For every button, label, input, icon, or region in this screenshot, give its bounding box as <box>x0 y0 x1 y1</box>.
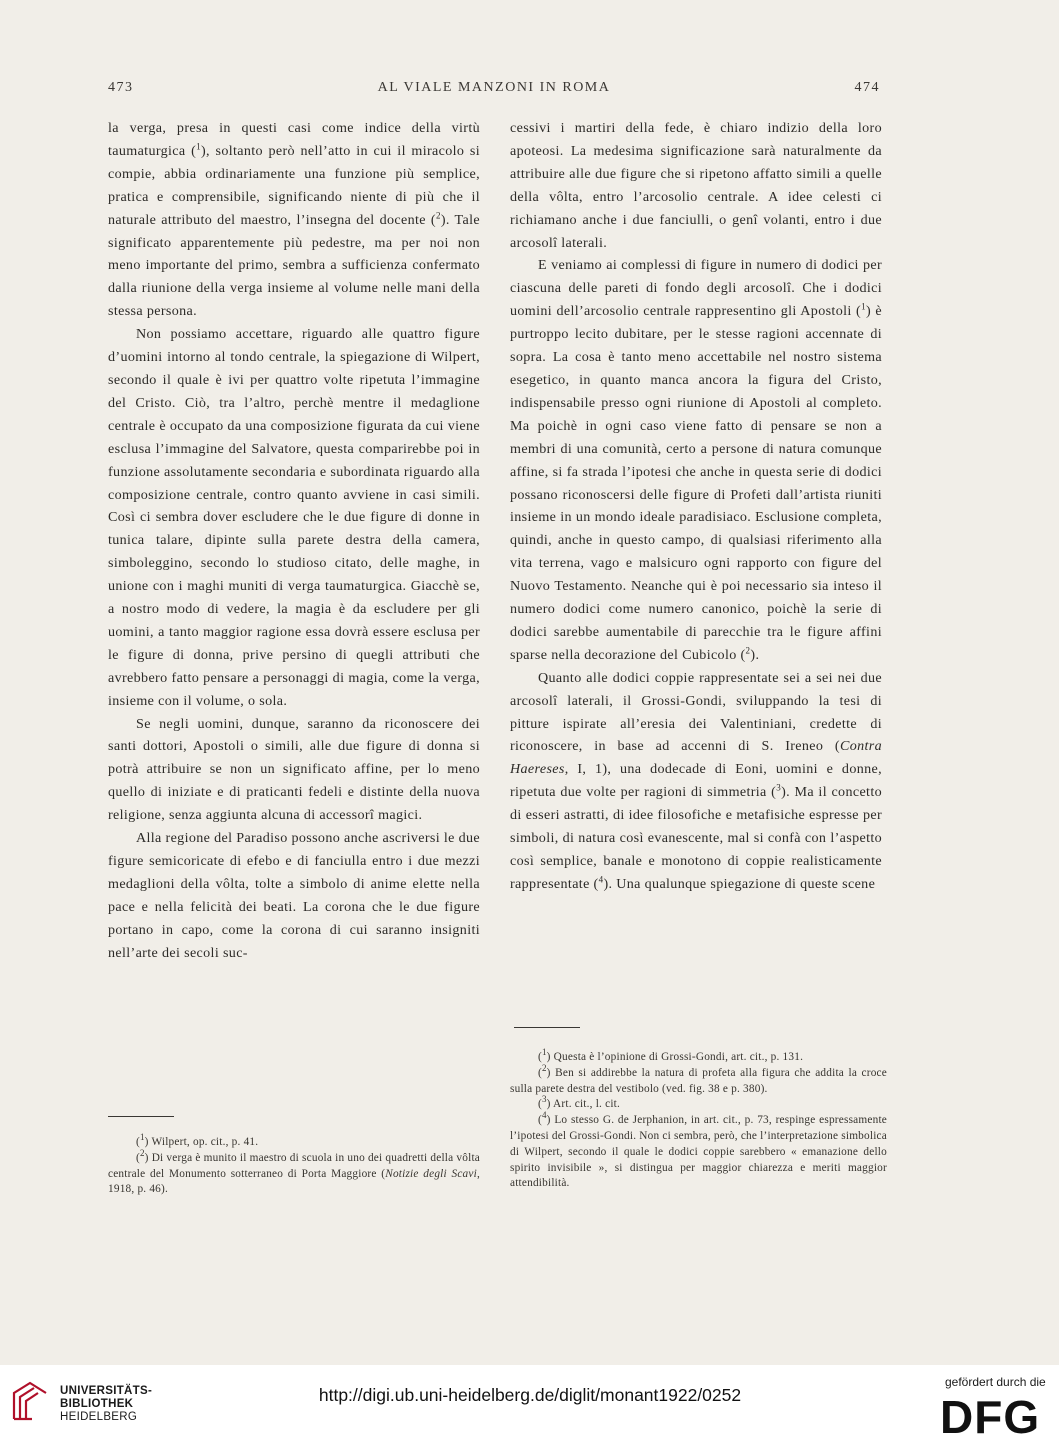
left-paragraph-1: la verga, presa in questi casi come indice della virtù taumaturgica ($^1$), soltanto però nell’atto in cui il miracolo si compie, abbia ordinariamente una funzione più semplice, pratica e comprensibile, significando niente di più che il naturale attributo del maestro, l’insegna del docente ($^2$). Tale significato apparentemente più pedestre, ma per noi non meno importante del primo, sembra a sufficienza confermato dalla riunione della verga insieme al volume nelle mani della stessa persona. <box>108 120 480 320</box>
footnote-divider <box>108 1116 174 1117</box>
dfg-logo-icon[interactable] <box>940 1393 1048 1437</box>
running-header <box>108 80 880 102</box>
right-footnotes <box>510 1047 887 1192</box>
footnote-divider <box>514 1027 580 1028</box>
running-title: AL VIALE MANZONI IN ROMA <box>377 80 611 95</box>
footnote-ref[interactable]: 3 <box>776 782 782 793</box>
right-paragraph-2: E veniamo ai complessi di figure in numero di dodici per ciascuna delle pareti di fondo degli arcosolî. Che i dodici uomini dell’arcosolio centrale rappresentino gli Apostoli ($^1$) è purtroppo lecito dubitare, per le stesse ragioni accennate di sopra. La cosa è tanto meno accettabile nel nostro sistema esegetico, in quanto manca ancora la figura del Cristo, indispensabile presso ogni riunione di Apostoli al completo. Ma poichè in ogni caso viene fatto di pensare se non a membri di una comunità, certo a persone di natura comunque affine, si fa strada l’ipotesi che anche in questa serie di dodici possano riconoscersi delle figure di Profeti dall’artista riuniti insieme in un mondo ideale paradisiaco. Esclusione completa, quindi, anche in questo campo, di qualsiasi riferimento alla vita terrena, vago e malsicuro ogni rapporto con figure del Nuovo Testamento. Neanche qui è poi necessario sia inteso il numero dodici come numero canonico, poichè la serie di dodici sarebbe aumentabile di parecchie tra le figure affini sparse nella decorazione del Cubicolo ($^2$). <box>510 257 882 663</box>
permalink-url[interactable]: http://digi.ub.uni-heidelberg.de/diglit/monant1922/0252 <box>318 1385 742 1405</box>
footnote-ref[interactable]: 1 <box>196 141 201 152</box>
left-paragraph-3: Se negli uomini, dunque, saranno da riconoscere dei santi dottori, Apostoli o simili, alle due figure di donna si potrà attribuire se non un significato affine, per lo meno quello di iniziate e di praticanti fedeli e distinte della nuova religione, senza aggiunta alcuna di accessorî magici. <box>108 715 480 824</box>
footnote-1: ($^1$) Questa è l’opinione di Grossi-Gondi, art. cit., p. 131. <box>538 1047 804 1063</box>
footnote-ref[interactable]: 2 <box>745 645 751 656</box>
library-name[interactable]: UNIVERSITÄTS- BIBLIOTHEK HEIDELBERG <box>60 1385 153 1423</box>
university-library-logo-icon[interactable] <box>8 1379 52 1423</box>
left-footnotes <box>108 1132 480 1198</box>
footnote-4: ($^4$) Lo stesso G. de Jerphanion, in art. cit., p. 73, respinge espressamente l’ipotesi del Grossi-Gondi. Non ci sembra, però, che l’interpretazione simbolica di Wilpert, secondo il quale le dodici coppie sarebbero « emanazione dello spirito invisibile », si distingua per maggior chiarezza e meriti maggior attendibilità. <box>510 1110 887 1190</box>
page-number-right: 474 <box>854 80 880 95</box>
right-paragraph-1: cessivi i martiri della fede, è chiaro indizio della loro apoteosi. La medesima significazione sarà naturalmente da attribuire alle due figure che si ripetono affatto simili a quelle della vôlta, entro l’arcosolio centrale. A idee celesti ci richiamano anche i due fanciulli, o genî volanti, entro i due arcosolî laterali. <box>510 120 882 251</box>
footnote-1: ($^1$) Wilpert, op. cit., p. 41. <box>136 1132 259 1148</box>
footnote-ref[interactable]: 4 <box>598 874 604 885</box>
left-column <box>108 117 480 965</box>
footnote-ref[interactable]: 1 <box>861 301 866 312</box>
page-number-left: 473 <box>108 80 134 95</box>
footnote-ref[interactable]: 2 <box>435 209 441 220</box>
left-paragraph-2: Non possiamo accettare, riguardo alle quattro figure d’uomini intorno al tondo centrale, la spiegazione di Wilpert, secondo il quale è ivi per quattro volte ripetuta l’immagine del Cristo. Ciò, tra l’altro, perchè mentre il medaglione centrale è occupato da una composizione figurata da cui viene esclusa l’immagine del Salvatore, questa comparirebbe poi in funzione assolutamente secondaria e subordinata riguardo alla composizione centrale, contro quanto avviene in casi simili. Così ci sembra dover escludere che le due figure di donne in tunica talare, dipinte sulla parete destra della camera, simboleggino, secondo lo studioso citato, delle maghe, in unione con i maghi muniti di verga taumaturgica. Giacchè se, a nostro modo di vedere, la magia è da escludere per gli uomini, a tanto maggior ragione essa dovrà essere esclusa per le figure di donna, prive persino di quegli attributi che avrebbero fatto pensare a personaggi di magia, come la verga, insieme con il volume, o sola. <box>108 326 480 709</box>
left-paragraph-4: Alla regione del Paradiso possono anche ascriversi le due figure semicoricate di efebo e di fanciulla entro i due mezzi medaglioni della vôlta, tolte a simbolo di anime elette nella pace e nella felicità dei beati. La corona che le due figure portano in capo, come la corona di cui saranno insigniti nell’arte dei secoli suc- <box>108 830 481 961</box>
right-paragraph-3: Quanto alle dodici coppie rappresentate sei a sei nei due arcosolî laterali, il Grossi-Gondi, sviluppando la tesi di pitture ispirate all’eresia dei Valentiniani, credette di riconoscere, in base ad accenni di S. Ireneo (Contra Haereses, I, 1), una dodecade di Eoni, uomini e donne, ripetuta due volte per ragioni di simmetria ($^3$). Ma il concetto di esseri astratti, di idee filosofiche e metafisiche espresse per simboli, di natura così evanescente, mal si confà con l’aspetto così semplice, banale e monotono di coppie realisticamente rappresentate ($^4$). Una qualunque spiegazione di queste scene <box>510 669 882 892</box>
funder-caption: gefördert durch die <box>945 1375 1046 1389</box>
svg-text:DFG: DFG <box>940 1393 1041 1437</box>
viewer-footer <box>0 1365 1059 1443</box>
footnote-3: ($^3$) Art. cit., l. cit. <box>538 1094 621 1111</box>
right-column <box>510 117 882 896</box>
footnote-2: ($^2$) Ben si addirebbe la natura di profeta alla figura che addita la croce sulla parete destra del vestibolo (ved. fig. 38 e p. 380). <box>510 1063 887 1095</box>
footnote-2: ($^2$) Di verga è munito il maestro di scuola in uno dei quadretti della vôlta centrale del Monumento sotterraneo di Porta Maggiore (Notizie degli Scavi, 1918, p. 46). <box>108 1148 480 1196</box>
